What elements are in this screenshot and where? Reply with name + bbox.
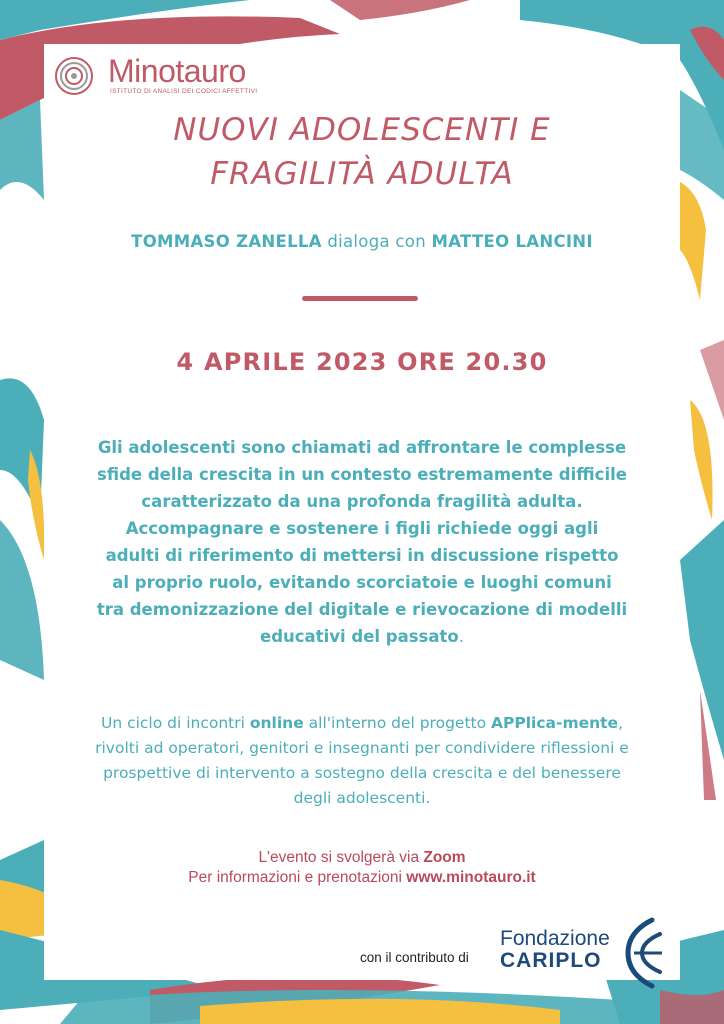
cycle-text-3: , rivolti ad operatori, genitori e insegnanti per condividere riflessioni e prospettive di intervento a sostegno della crescita e del benessere degli adolescenti. xyxy=(95,714,629,807)
info-line-platform xyxy=(60,848,664,868)
speakers-connector: dialoga con xyxy=(321,232,432,251)
event-title-line2: FRAGILITÀ ADULTA xyxy=(210,156,514,192)
event-info xyxy=(60,848,664,888)
description-paragraph xyxy=(96,434,628,650)
event-title-line1: NUOVI ADOLESCENTI E xyxy=(173,112,551,148)
sponsor-name-line1: Fondazione xyxy=(500,927,610,950)
info-platform-prefix: L'evento si svolgerà via xyxy=(258,849,424,866)
speaker-1: TOMMASO ZANELLA xyxy=(131,232,322,251)
sponsor-name-line2: CARIPLO xyxy=(500,949,602,972)
fondazione-cariplo-logo-icon xyxy=(622,916,666,990)
description-end: . xyxy=(458,627,464,646)
minotauro-swirl-icon xyxy=(52,54,106,98)
minotauro-logo xyxy=(52,52,292,100)
sponsor-label: con il contributo di xyxy=(360,950,469,965)
info-contact-prefix: Per informazioni e prenotazioni xyxy=(188,869,407,886)
event-date: 4 APRILE 2023 ORE 20.30 xyxy=(176,348,548,376)
cycle-paragraph xyxy=(90,711,634,811)
cycle-text-1: Un ciclo di incontri xyxy=(100,714,250,732)
divider xyxy=(302,296,418,301)
speaker-2: MATTEO LANCINI xyxy=(431,232,593,251)
website-link[interactable]: www.minotauro.it xyxy=(406,869,536,886)
description-text: Gli adolescenti sono chiamati ad affrontare le complesse sfide della crescita in un contesto estremamente difficile caratterizzato da una profonda fragilità adulta. Accompagnare e sostenere i figli richiede oggi agli adulti di riferimento di mettersi in discussione rispetto al proprio ruolo, evitando scorciatoie e luoghi comuni tra demonizzazione del digitale e rievocazione di modelli educativi del passato xyxy=(96,438,628,646)
cycle-text-2: all'interno del progetto xyxy=(303,714,492,732)
speakers-line xyxy=(60,232,664,251)
logo-name: Minotauro xyxy=(108,53,246,89)
logo-subtitle: ISTITUTO DI ANALISI DEI CODICI AFFETTIVI xyxy=(110,88,258,95)
cycle-online: online xyxy=(249,714,304,732)
cycle-project-name: APPlica-mente xyxy=(491,714,619,732)
info-line-contact xyxy=(60,868,664,888)
info-platform: Zoom xyxy=(423,849,466,866)
